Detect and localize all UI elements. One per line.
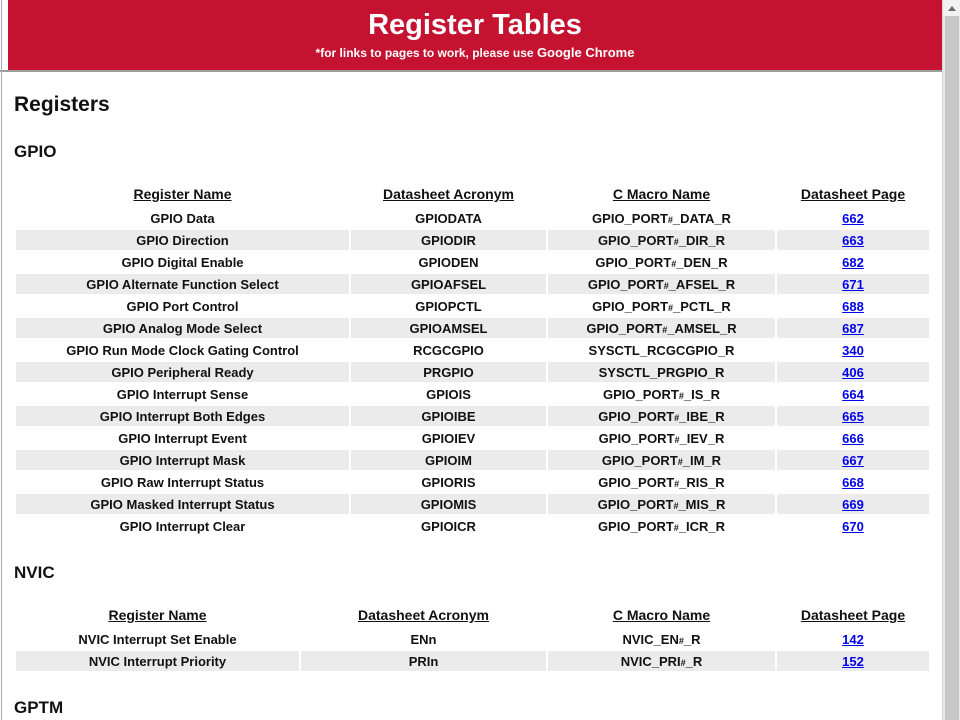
column-header: Register Name (133, 186, 232, 202)
register-name-cell: GPIO Interrupt Both Edges (16, 406, 349, 426)
port-number-placeholder: # (663, 280, 669, 291)
register-name-cell: GPIO Interrupt Clear (119, 518, 246, 534)
port-number-placeholder: # (668, 302, 674, 313)
subtitle-text: *for links to pages to work, please use (315, 46, 537, 60)
page-banner (8, 0, 942, 70)
register-name-cell: GPIO Digital Enable (121, 254, 244, 270)
datasheet-acronym-cell: GPIORIS (421, 474, 476, 490)
port-number-placeholder: # (671, 258, 677, 269)
datasheet-acronym-cell: GPIOAFSEL (351, 274, 546, 294)
datasheet-page-link[interactable]: 682 (842, 254, 864, 270)
c-macro-name-cell: GPIO_PORT#_MIS_R (548, 494, 775, 514)
register-name-cell: GPIO Peripheral Ready (16, 362, 349, 382)
datasheet-page-cell (777, 494, 929, 514)
scrollbar-thumb[interactable] (945, 16, 959, 720)
datasheet-page-cell (777, 296, 929, 316)
c-macro-name-cell: GPIO_PORT#_AFSEL_R (548, 274, 775, 294)
datasheet-page-link[interactable]: 665 (842, 408, 864, 424)
datasheet-page-link[interactable]: 670 (842, 518, 864, 534)
datasheet-page-link[interactable]: 668 (842, 474, 864, 490)
datasheet-acronym-cell: GPIODATA (415, 210, 482, 226)
datasheet-page-cell (777, 274, 929, 294)
gptm-section (14, 698, 942, 718)
datasheet-page-cell (777, 384, 929, 404)
c-macro-name-cell: SYSCTL_PRGPIO_R (548, 362, 775, 382)
datasheet-acronym-cell: PRGPIO (351, 362, 546, 382)
column-header: Datasheet Acronym (358, 607, 489, 623)
column-header: Datasheet Page (800, 607, 906, 623)
gpio-register-table (14, 180, 931, 538)
c-macro-name-cell: GPIO_PORT#_RIS_R (598, 474, 725, 490)
c-macro-name-cell: GPIO_PORT#_DEN_R (595, 254, 728, 270)
nvic-section (14, 563, 942, 673)
table-row (16, 230, 929, 250)
datasheet-page-link[interactable]: 663 (842, 232, 864, 248)
c-macro-name-cell: GPIO_PORT#_DATA_R (592, 210, 731, 226)
column-header: C Macro Name (612, 186, 711, 202)
datasheet-acronym-cell: GPIOPCTL (415, 298, 482, 314)
port-number-placeholder: # (677, 456, 683, 467)
datasheet-page-cell (777, 208, 929, 228)
datasheet-page-cell (777, 629, 929, 649)
page-title: Register Tables (368, 9, 582, 41)
datasheet-page-cell (777, 252, 929, 272)
nvic-register-table (14, 601, 931, 673)
table-row (16, 494, 929, 514)
main-content (0, 93, 960, 718)
table-row (16, 252, 929, 272)
column-header: Register Name (108, 607, 207, 623)
port-number-placeholder: # (678, 635, 684, 646)
port-number-placeholder: # (667, 214, 673, 225)
datasheet-acronym-cell: GPIOIM (351, 450, 546, 470)
datasheet-page-link[interactable]: 340 (842, 342, 864, 358)
datasheet-page-cell (777, 450, 929, 470)
datasheet-page-link[interactable]: 406 (842, 364, 864, 380)
c-macro-name-cell: GPIO_PORT#_IS_R (602, 386, 720, 402)
register-name-cell: GPIO Port Control (126, 298, 239, 314)
datasheet-page-cell (777, 230, 929, 250)
datasheet-page-cell (777, 406, 929, 426)
column-header: Datasheet Acronym (383, 186, 514, 202)
datasheet-page-link[interactable]: 667 (842, 452, 864, 468)
table-header-row (16, 603, 929, 627)
table-row (16, 296, 929, 316)
window-left-border (1, 0, 2, 720)
c-macro-name-cell: GPIO_PORT#_ICR_R (597, 518, 726, 534)
register-name-cell: GPIO Raw Interrupt Status (100, 474, 265, 490)
datasheet-page-cell (777, 428, 929, 448)
c-macro-name-cell: NVIC_PRI#_R (548, 651, 775, 671)
datasheet-acronym-cell: GPIODIR (351, 230, 546, 250)
register-name-cell: GPIO Alternate Function Select (16, 274, 349, 294)
table-row (16, 450, 929, 470)
table-row (16, 428, 929, 448)
table-row (16, 516, 929, 536)
vertical-scrollbar[interactable] (942, 0, 960, 720)
datasheet-page-link[interactable]: 152 (842, 653, 864, 669)
registers-heading: Registers (14, 93, 110, 116)
port-number-placeholder: # (674, 478, 680, 489)
table-row (16, 472, 929, 492)
c-macro-name-cell: GPIO_PORT#_IM_R (548, 450, 775, 470)
register-name-cell: NVIC Interrupt Set Enable (78, 631, 237, 647)
section-heading-gptm: GPTM (14, 698, 64, 717)
c-macro-name-cell: GPIO_PORT#_PCTL_R (592, 298, 731, 314)
datasheet-page-link[interactable]: 664 (842, 386, 864, 402)
column-header: Datasheet Page (800, 186, 906, 202)
register-name-cell: GPIO Interrupt Mask (16, 450, 349, 470)
column-header: C Macro Name (612, 607, 711, 623)
datasheet-acronym-cell: GPIOIEV (421, 430, 476, 446)
datasheet-page-cell (777, 651, 929, 671)
c-macro-name-cell: GPIO_PORT#_AMSEL_R (548, 318, 775, 338)
register-name-cell: GPIO Analog Mode Select (16, 318, 349, 338)
table-row (16, 629, 929, 649)
c-macro-name-cell: GPIO_PORT#_IEV_R (598, 430, 725, 446)
c-macro-name-cell: SYSCTL_RCGCGPIO_R (588, 342, 735, 358)
table-header-row (16, 182, 929, 206)
port-number-placeholder: # (680, 657, 686, 668)
table-row (16, 274, 929, 294)
port-number-placeholder: # (674, 412, 680, 423)
port-number-placeholder: # (674, 434, 680, 445)
register-name-cell: GPIO Direction (16, 230, 349, 250)
datasheet-page-cell (777, 362, 929, 382)
datasheet-acronym-cell: GPIODEN (418, 254, 479, 270)
datasheet-page-cell (777, 318, 929, 338)
table-row (16, 340, 929, 360)
datasheet-page-link[interactable]: 687 (842, 320, 864, 336)
datasheet-page-cell (777, 340, 929, 360)
datasheet-acronym-cell: ENn (410, 631, 437, 647)
register-name-cell: NVIC Interrupt Priority (16, 651, 299, 671)
subtitle-browser-name: Google Chrome (536, 45, 635, 60)
table-row (16, 318, 929, 338)
datasheet-page-cell (777, 516, 929, 536)
register-name-cell: GPIO Interrupt Event (118, 430, 247, 446)
datasheet-acronym-cell: GPIOIBE (351, 406, 546, 426)
section-heading-nvic: NVIC (14, 563, 55, 582)
datasheet-page-cell (777, 472, 929, 492)
datasheet-acronym-cell: PRIn (301, 651, 546, 671)
register-name-cell: GPIO Masked Interrupt Status (16, 494, 349, 514)
table-row (16, 384, 929, 404)
datasheet-acronym-cell: GPIOMIS (351, 494, 546, 514)
datasheet-acronym-cell: GPIOICR (421, 518, 476, 534)
port-number-placeholder: # (662, 324, 668, 335)
c-macro-name-cell: GPIO_PORT#_DIR_R (548, 230, 775, 250)
register-name-cell: GPIO Run Mode Clock Gating Control (66, 342, 299, 358)
datasheet-acronym-cell: GPIOIS (426, 386, 471, 402)
c-macro-name-cell: NVIC_EN#_R (622, 631, 701, 647)
port-number-placeholder: # (673, 236, 679, 247)
banner-divider (0, 70, 942, 72)
datasheet-page-link[interactable]: 666 (842, 430, 864, 446)
datasheet-page-link[interactable]: 662 (842, 210, 864, 226)
port-number-placeholder: # (678, 390, 684, 401)
datasheet-acronym-cell: RCGCGPIO (413, 342, 484, 358)
page-subtitle (8, 45, 942, 60)
register-name-cell: GPIO Interrupt Sense (116, 386, 249, 402)
table-row (16, 362, 929, 382)
scroll-up-button[interactable] (943, 0, 960, 16)
datasheet-page-link[interactable]: 688 (842, 298, 864, 314)
port-number-placeholder: # (673, 500, 679, 511)
up-arrow-icon (948, 6, 956, 11)
table-row (16, 406, 929, 426)
datasheet-page-link[interactable]: 671 (842, 276, 864, 292)
datasheet-page-link[interactable]: 669 (842, 496, 864, 512)
port-number-placeholder: # (673, 522, 679, 533)
table-row (16, 208, 929, 228)
register-name-cell: GPIO Data (150, 210, 215, 226)
section-heading-gpio: GPIO (14, 142, 57, 161)
datasheet-acronym-cell: GPIOAMSEL (351, 318, 546, 338)
datasheet-page-link[interactable]: 142 (842, 631, 864, 647)
c-macro-name-cell: GPIO_PORT#_IBE_R (548, 406, 775, 426)
gpio-section (14, 142, 942, 538)
table-row (16, 651, 929, 671)
